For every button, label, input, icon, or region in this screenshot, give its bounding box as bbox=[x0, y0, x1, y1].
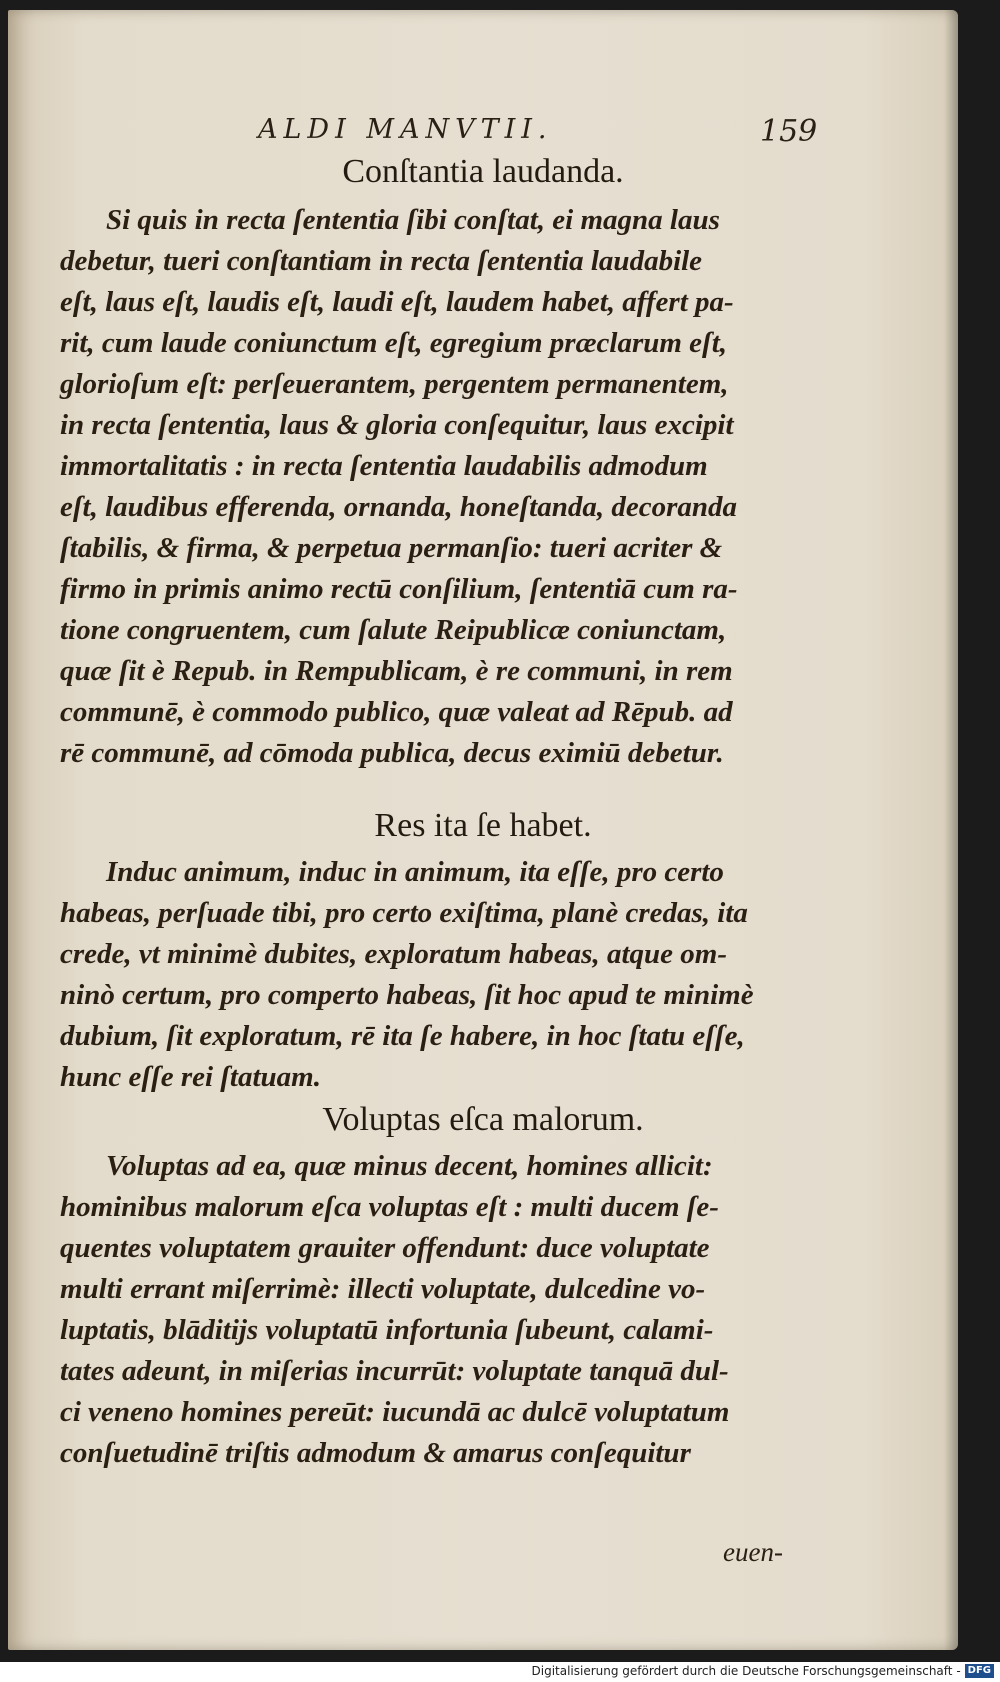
text-line: rit, cum laude coniunctum eſt, egregium præclarum eſt, bbox=[60, 327, 728, 359]
text-line: conſuetudinē triſtis admodum & amarus conſequitur bbox=[60, 1437, 691, 1469]
paragraph-constantia bbox=[60, 200, 820, 774]
text-line: Voluptas ad ea, quæ minus decent, homines allicit: bbox=[106, 1150, 713, 1182]
section-heading-constantia: Conſtantia laudanda. bbox=[342, 153, 624, 190]
section-heading-res-ita: Res ita ſe habet. bbox=[374, 807, 592, 844]
text-line: immortalitatis : in recta ſententia laudabilis admodum bbox=[60, 450, 708, 482]
footer-text: Digitalisierung gefördert durch die Deutsche Forschungsgemeinschaft - bbox=[531, 1664, 961, 1678]
text-line: eſt, laudibus efferenda, ornanda, honeſtanda, decoranda bbox=[60, 491, 737, 523]
text-line: eſt, laus eſt, laudis eſt, laudi eſt, laudem habet, affert pa- bbox=[60, 286, 734, 318]
text-line: habeas, perſuade tibi, pro certo exiſtima, planè credas, ita bbox=[60, 897, 748, 929]
text-line: crede, vt minimè dubites, exploratum habeas, atque om- bbox=[60, 938, 727, 970]
text-line: luptatis, blāditijs voluptatū infortunia ſubeunt, calami- bbox=[60, 1314, 714, 1346]
digitization-footer bbox=[532, 1662, 995, 1680]
text-line: communē, è commodo publico, quæ valeat ad Rēpub. ad bbox=[60, 696, 733, 728]
text-line: firmo in primis animo rectū conſilium, ſententiā cum ra- bbox=[60, 573, 738, 605]
text-line: quæ ſit è Repub. in Rempublicam, è re communi, in rem bbox=[60, 655, 733, 687]
text-line: Induc animum, induc in animum, ita eſſe, pro certo bbox=[106, 856, 724, 888]
running-head: ALDI MANVTII. bbox=[258, 114, 553, 145]
dfg-logo: DFG bbox=[965, 1664, 994, 1678]
text-line: tione congruentem, cum ſalute Reipublicæ coniunctam, bbox=[60, 614, 727, 646]
text-line: multi errant miſerrimè: illecti voluptate, dulcedine vo- bbox=[60, 1273, 706, 1305]
text-line: rē communē, ad cōmoda publica, decus eximiū debetur. bbox=[60, 737, 724, 769]
text-line: quentes voluptatem grauiter offendunt: duce voluptate bbox=[60, 1232, 710, 1264]
text-line: hominibus malorum eſca voluptas eſt : multi ducem ſe- bbox=[60, 1191, 719, 1223]
text-line: ninò certum, pro comperto habeas, ſit hoc apud te minimè bbox=[60, 979, 754, 1011]
text-line: tates adeunt, in miſerias incurrūt: voluptate tanquā dul- bbox=[60, 1355, 729, 1387]
paragraph-res-ita bbox=[60, 852, 820, 1098]
catchword: euen- bbox=[723, 1537, 783, 1567]
page-number: 159 bbox=[760, 114, 818, 149]
text-line: ſtabilis, & firma, & perpetua permanſio: tueri acriter & bbox=[60, 532, 723, 564]
text-line: Si quis in recta ſententia ſibi conſtat, ei magna laus bbox=[106, 204, 720, 236]
section-heading-voluptas: Voluptas eſca malorum. bbox=[322, 1101, 644, 1138]
text-line: ci veneno homines pereūt: iucundā ac dulcē voluptatum bbox=[60, 1396, 730, 1428]
text-line: glorioſum eſt: perſeuerantem, pergentem permanentem, bbox=[60, 368, 729, 400]
paragraph-voluptas bbox=[60, 1146, 820, 1474]
text-line: debetur, tueri conſtantiam in recta ſententia laudabile bbox=[60, 245, 703, 277]
text-line: in recta ſententia, laus & gloria conſequitur, laus excipit bbox=[60, 409, 734, 441]
text-line: hunc eſſe rei ſtatuam. bbox=[60, 1061, 321, 1093]
book-page bbox=[8, 10, 958, 1650]
text-line: dubium, ſit exploratum, rē ita ſe habere, in hoc ſtatu eſſe, bbox=[60, 1020, 745, 1052]
